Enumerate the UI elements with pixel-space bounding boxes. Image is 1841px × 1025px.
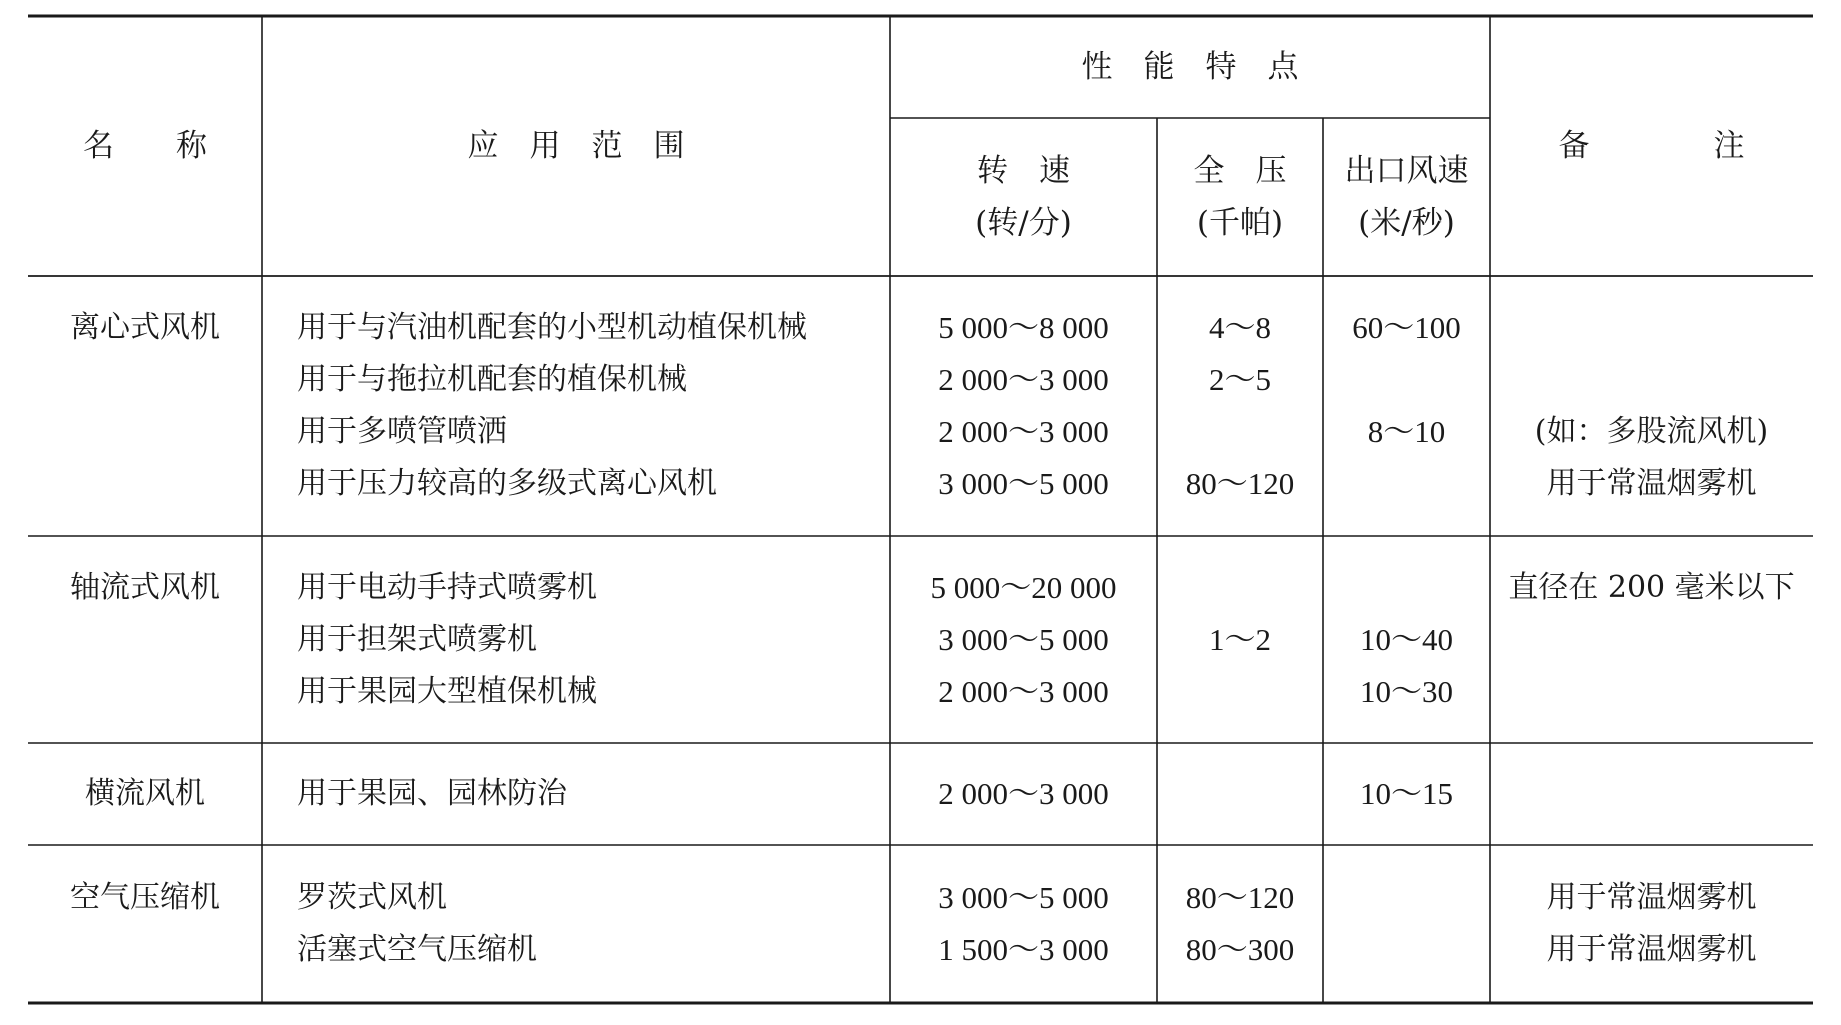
use-text: 活塞式空气压缩机 (297, 932, 537, 967)
velocity-value: 10～40 (1360, 622, 1453, 657)
header-pressure: 全 压 (1193, 153, 1287, 189)
velocity-value: 8～10 (1367, 414, 1446, 449)
header-remark-cell (1490, 16, 1813, 276)
group-name-cell (28, 872, 262, 924)
use-text: 用于与汽油机配套的小型机动植保机械 (297, 310, 807, 345)
use-text: 用于担架式喷雾机 (297, 622, 537, 657)
speed-cell (890, 302, 1157, 510)
group-name-cell (28, 562, 262, 614)
header-range-cell (262, 16, 890, 276)
header-name: 名 称 (83, 128, 207, 164)
pressure-value: 4～8 (1209, 310, 1271, 345)
use-text: 用于果园、园林防治 (297, 776, 567, 811)
use-text: 用于与拖拉机配套的植保机械 (297, 362, 687, 397)
remark-cell (1490, 562, 1813, 718)
velocity-value: 10～15 (1360, 776, 1453, 811)
remark-cell (1490, 872, 1813, 976)
use-text: 用于多喷管喷洒 (297, 414, 507, 449)
pressure-value: 2～5 (1209, 362, 1271, 397)
speed-cell (890, 768, 1157, 820)
header-speed-unit: (转/分) (975, 205, 1072, 241)
speed-value: 2 000～3 000 (938, 674, 1109, 709)
speed-value: 1 500～3 000 (938, 932, 1109, 967)
velocity-cell (1323, 872, 1490, 976)
remark-text: 直径在 200 毫米以下 (1508, 570, 1795, 605)
group-name-cell (28, 302, 262, 354)
speed-value: 5 000～8 000 (938, 310, 1109, 345)
speed-value: 5 000～20 000 (930, 570, 1117, 605)
header-speed: 转 速 (977, 153, 1070, 189)
header-velocity-unit: (米/秒) (1358, 205, 1455, 241)
use-cell (297, 562, 890, 718)
use-text: 用于电动手持式喷雾机 (297, 570, 597, 605)
header-speed-cell (890, 118, 1157, 276)
pressure-cell (1157, 768, 1323, 820)
remark-text: (如：多股流风机) (1534, 414, 1769, 449)
use-cell (297, 302, 890, 510)
header-range: 应 用 范 围 (467, 128, 685, 164)
header-performance: 性 能 特 点 (1081, 49, 1299, 85)
header-pressure-cell (1157, 118, 1323, 276)
pressure-value: 80～300 (1185, 932, 1295, 967)
header-performance-cell (890, 16, 1490, 118)
group-name: 轴流式风机 (70, 570, 220, 605)
group-name: 离心式风机 (70, 310, 220, 345)
use-cell (297, 768, 890, 820)
use-text: 用于果园大型植保机械 (297, 674, 597, 709)
header-pressure-unit: (千帕) (1196, 205, 1284, 241)
remark-cell (1490, 768, 1813, 820)
speed-value: 3 000～5 000 (938, 622, 1109, 657)
pressure-cell (1157, 562, 1323, 718)
speed-value: 3 000～5 000 (938, 466, 1109, 501)
use-text: 罗茨式风机 (297, 880, 447, 915)
speed-value: 3 000～5 000 (938, 880, 1109, 915)
pressure-cell (1157, 872, 1323, 976)
pressure-value: 1～2 (1209, 622, 1271, 657)
header-velocity-cell (1323, 118, 1490, 276)
speed-value: 2 000～3 000 (938, 414, 1109, 449)
use-text: 用于压力较高的多级式离心风机 (297, 466, 717, 501)
speed-value: 2 000～3 000 (938, 776, 1109, 811)
velocity-value: 10～30 (1360, 674, 1453, 709)
remark-text: 用于常温烟雾机 (1546, 466, 1757, 501)
velocity-cell (1323, 302, 1490, 510)
remark-text: 用于常温烟雾机 (1546, 932, 1757, 967)
group-name: 横流风机 (85, 776, 205, 811)
remark-text: 用于常温烟雾机 (1546, 880, 1757, 915)
header-name-cell (28, 16, 262, 276)
use-cell (297, 872, 890, 976)
speed-cell (890, 562, 1157, 718)
velocity-cell (1323, 768, 1490, 820)
group-name: 空气压缩机 (70, 880, 220, 915)
velocity-value: 60～100 (1352, 310, 1461, 345)
group-name-cell (28, 768, 262, 820)
header-remark: 备 注 (1558, 128, 1745, 164)
velocity-cell (1323, 562, 1490, 718)
pressure-value: 80～120 (1185, 466, 1295, 501)
remark-cell (1490, 302, 1813, 510)
pressure-cell (1157, 302, 1323, 510)
speed-cell (890, 872, 1157, 976)
speed-value: 2 000～3 000 (938, 362, 1109, 397)
header-velocity: 出口风速 (1344, 153, 1469, 189)
pressure-value: 80～120 (1185, 880, 1295, 915)
